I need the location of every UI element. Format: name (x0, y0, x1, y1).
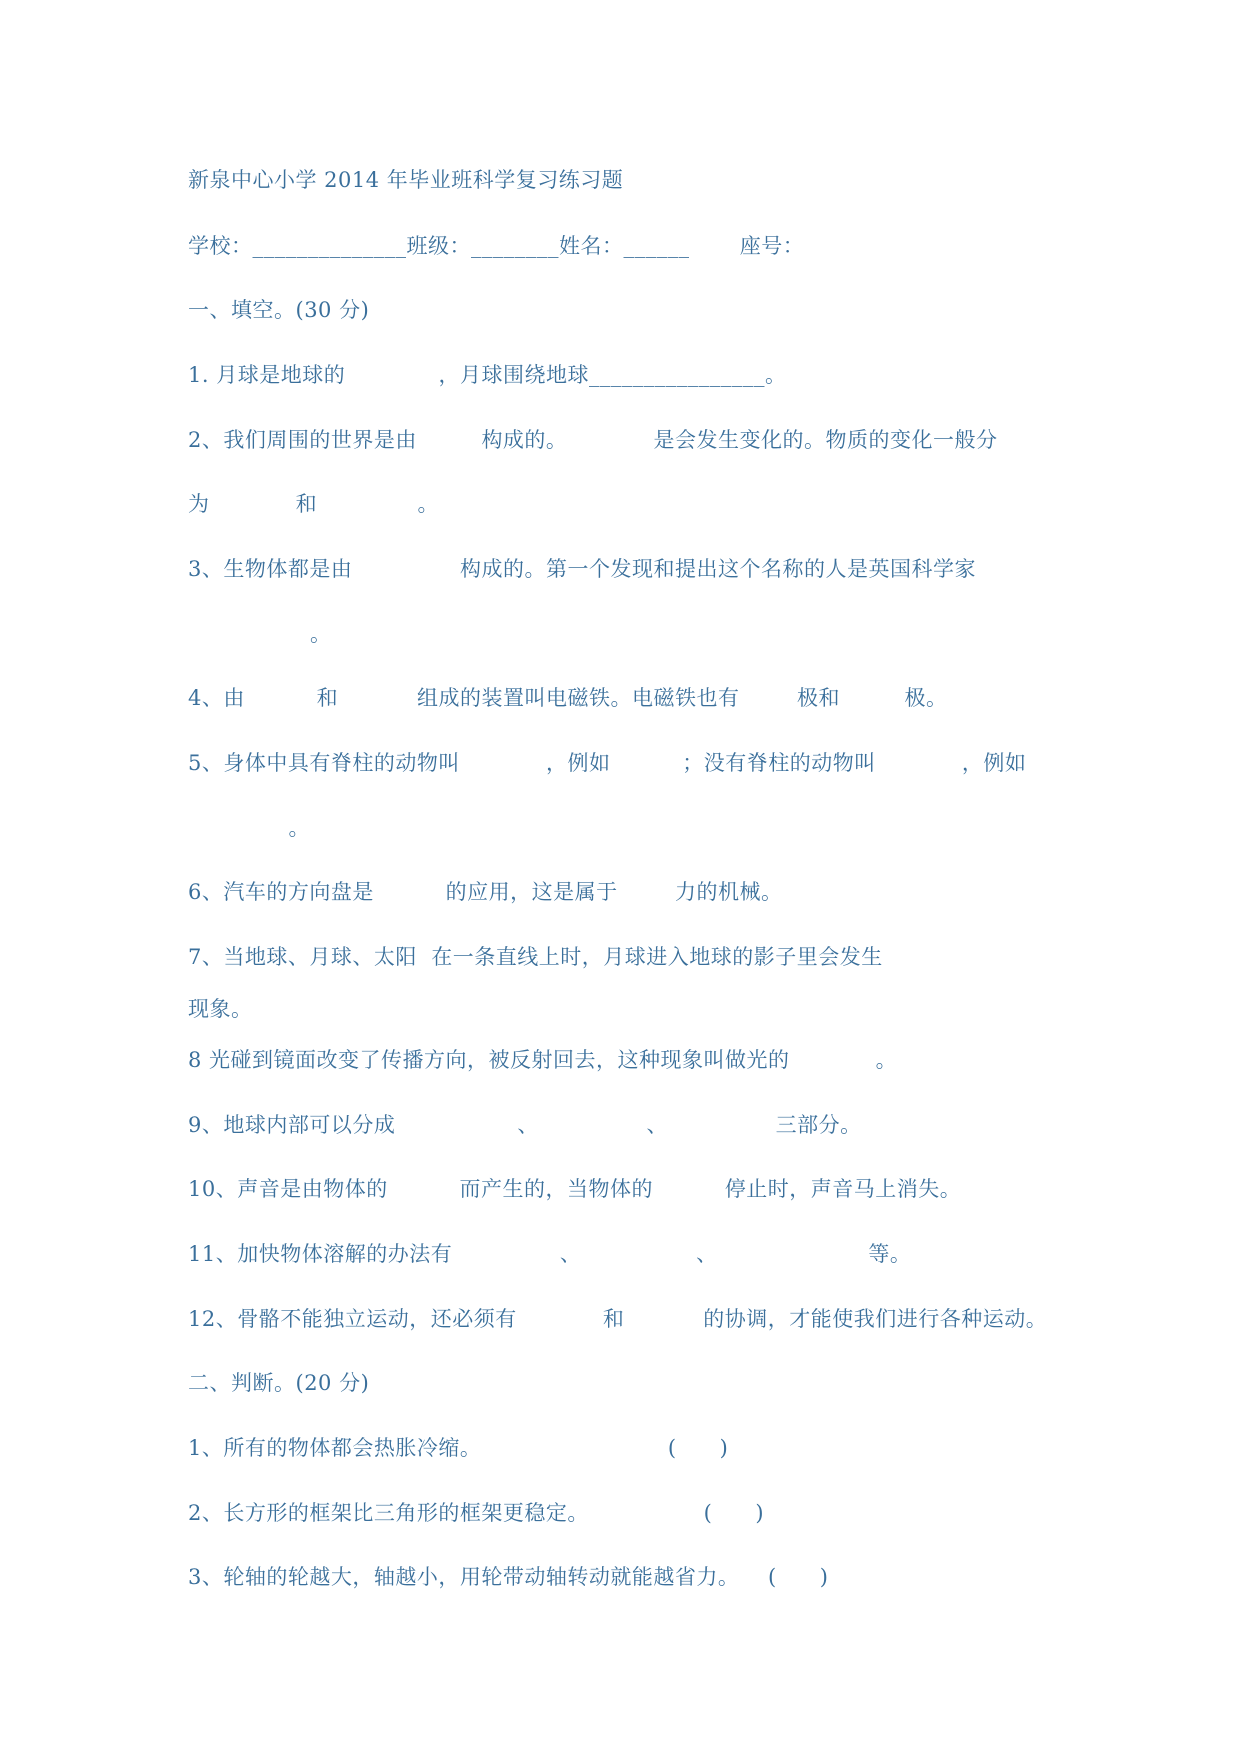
question-10: 10、声音是由物体的 而产生的，当物体的 停止时，声音马上消失。 (188, 1177, 962, 1201)
section1-heading: 一、填空。(30 分) (188, 298, 370, 322)
question-6: 6、汽车的方向盘是 的应用，这是属于 力的机械。 (188, 880, 783, 904)
question-4: 4、由 和 组成的装置叫电磁铁。电磁铁也有 极和 极。 (188, 686, 948, 710)
question-5-line2: 。 (188, 816, 310, 840)
question-1: 1. 月球是地球的 ，月球围绕地球________________。 (188, 363, 787, 387)
question-7-line2: 现象。 (188, 997, 253, 1021)
question-3-line1: 3、生物体都是由 构成的。第一个发现和提出这个名称的人是英国科学家 (188, 557, 976, 581)
section2-heading: 二、判断。(20 分) (188, 1371, 370, 1395)
question-2-line2: 为 和 。 (188, 492, 440, 516)
judgment-1: 1、所有的物体都会热胀冷缩。 ( ) (188, 1436, 729, 1460)
student-info-line: 学校：______________班级：________姓名：______ 座号： (188, 234, 805, 258)
question-7-line1: 7、当地球、月球、太阳 在一条直线上时，月球进入地球的影子里会发生 (188, 945, 883, 969)
question-3-line2: 。 (188, 622, 332, 646)
question-11: 11、加快物体溶解的办法有 、 、 等。 (188, 1242, 912, 1266)
question-5-line1: 5、身体中具有脊柱的动物叫 ，例如 ；没有脊柱的动物叫 ，例如 (188, 751, 1027, 775)
judgment-2: 2、长方形的框架比三角形的框架更稳定。 ( ) (188, 1501, 765, 1525)
question-12: 12、骨骼不能独立运动，还必须有 和 的协调，才能使我们进行各种运动。 (188, 1307, 1048, 1331)
question-2-line1: 2、我们周围的世界是由 构成的。 是会发生变化的。物质的变化一般分 (188, 428, 998, 452)
question-9: 9、地球内部可以分成 、 、 三部分。 (188, 1113, 862, 1137)
question-8: 8 光碰到镜面改变了传播方向，被反射回去，这种现象叫做光的 。 (188, 1048, 898, 1072)
document-title: 新泉中心小学 2014 年毕业班科学复习练习题 (188, 168, 624, 192)
judgment-3: 3、轮轴的轮越大，轴越小，用轮带动轴转动就能越省力。 ( ) (188, 1565, 829, 1589)
